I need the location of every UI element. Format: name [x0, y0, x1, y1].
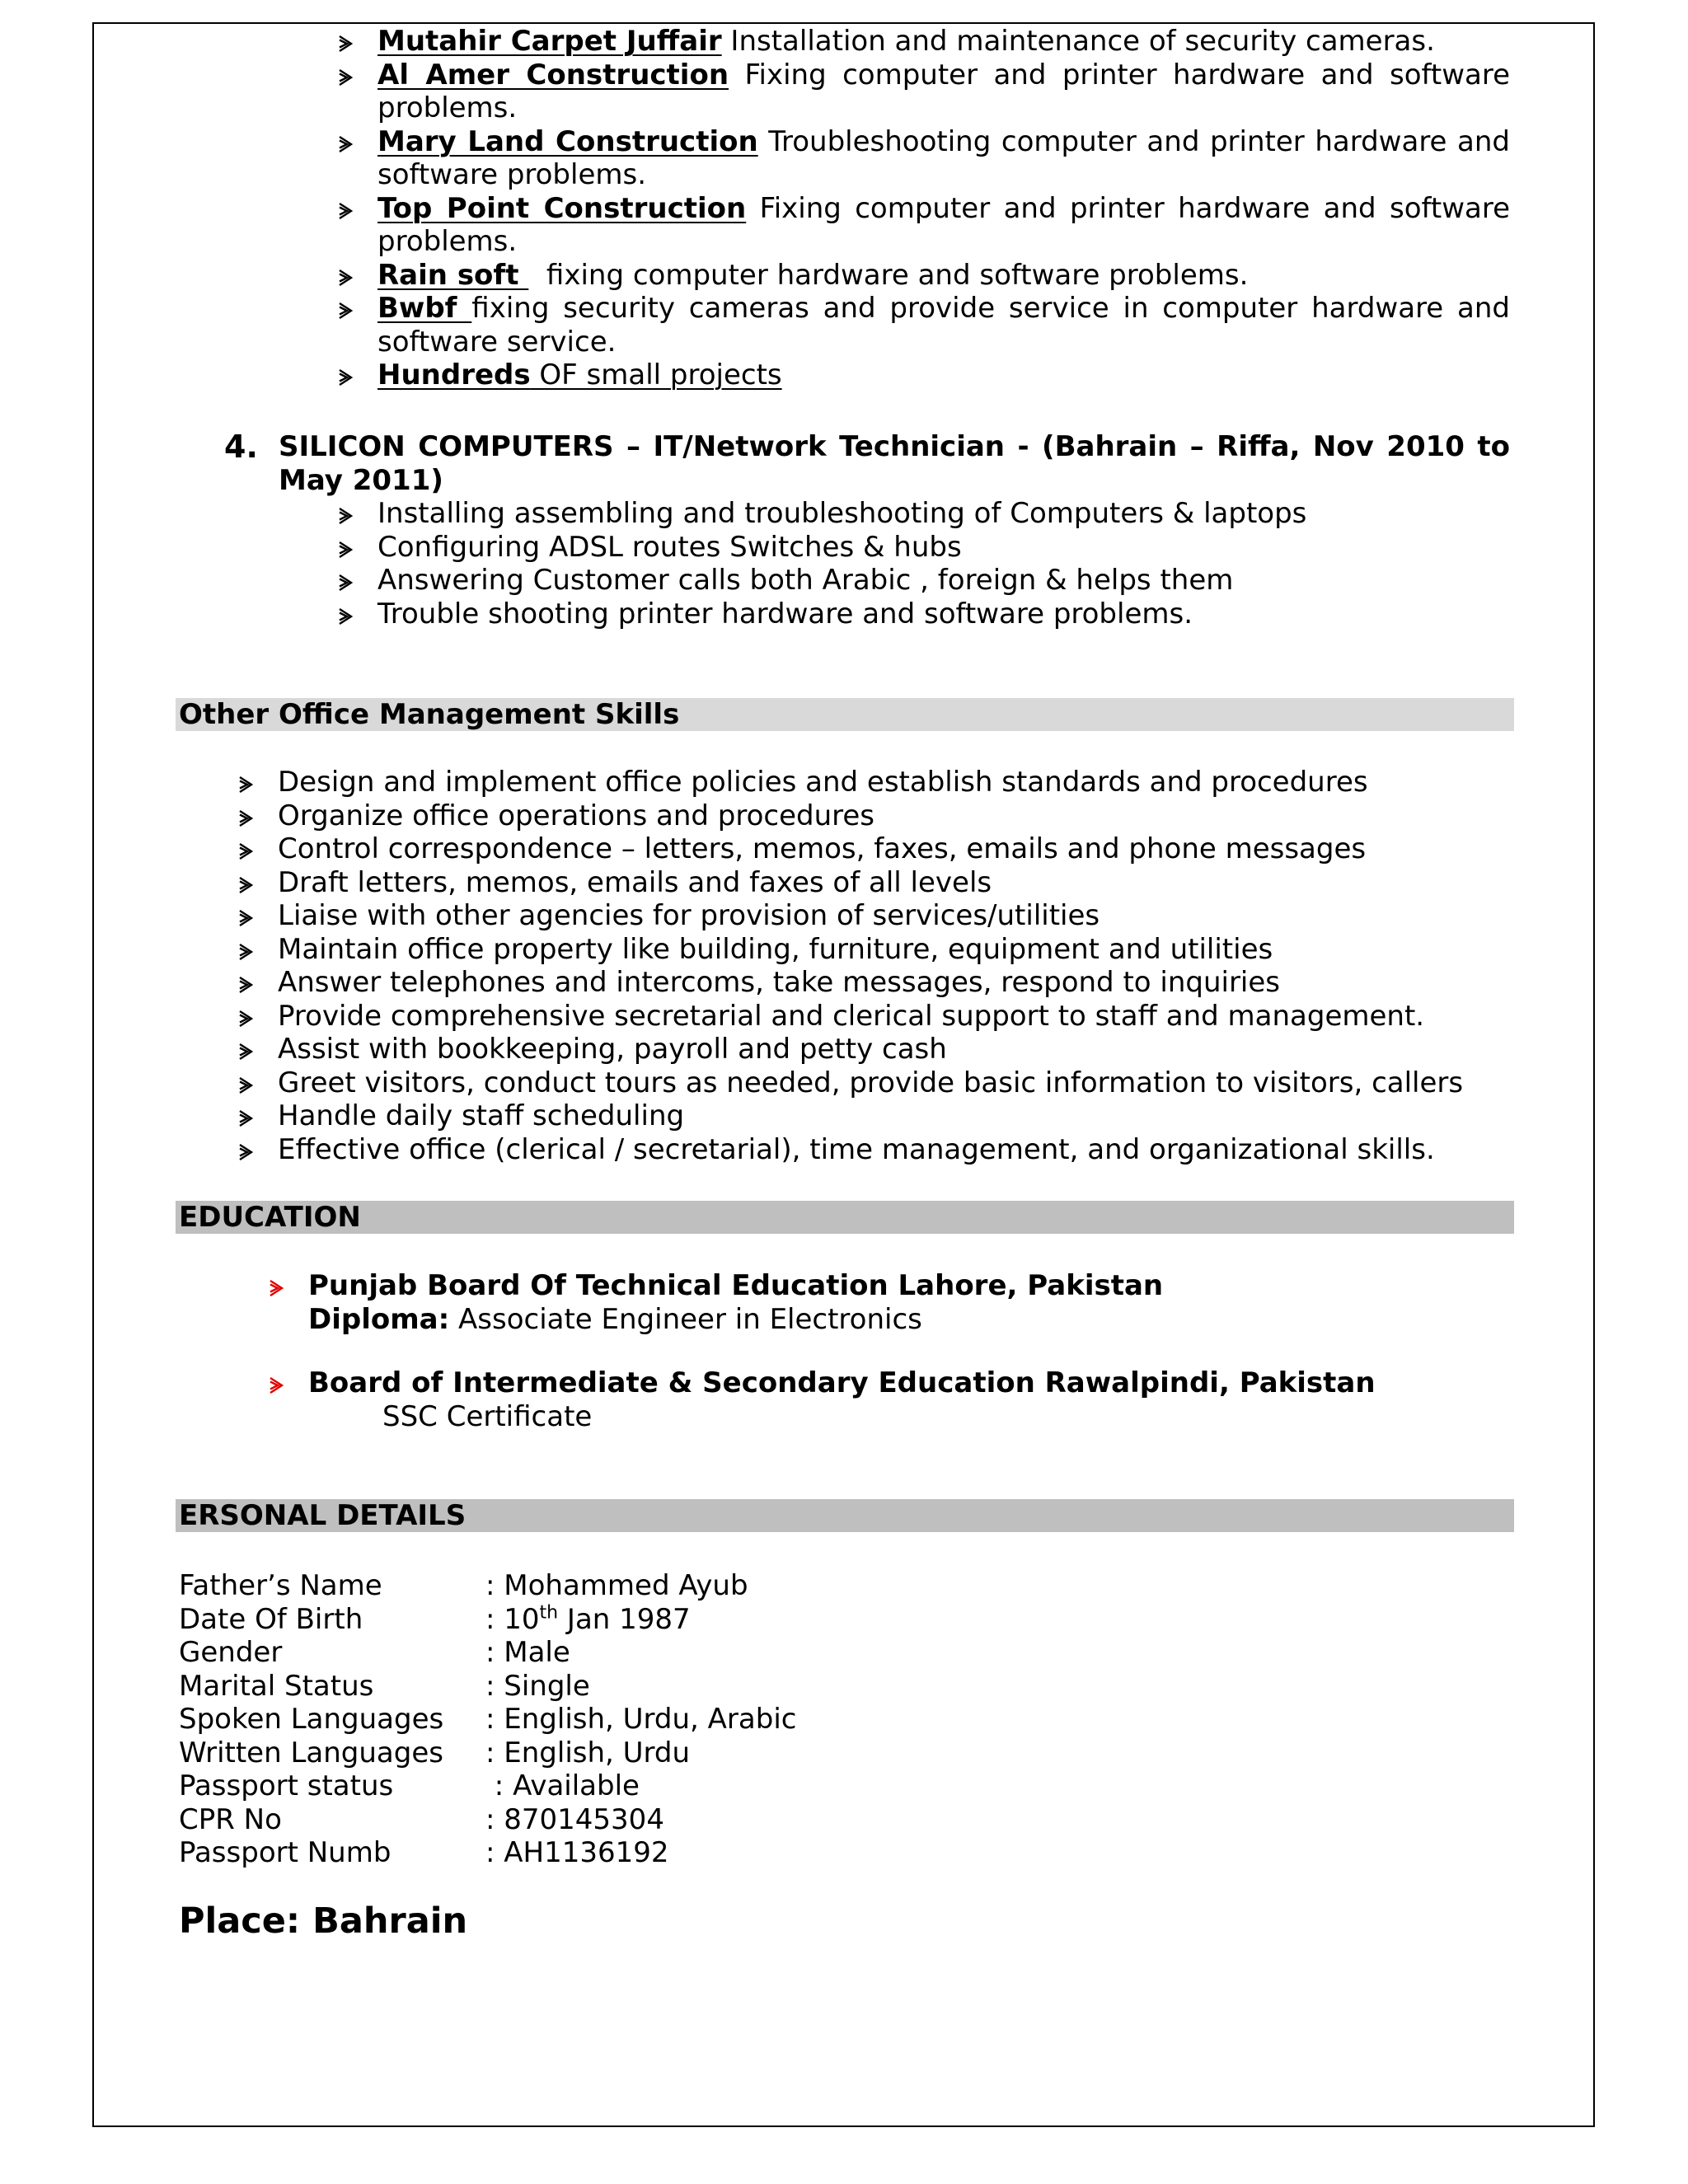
skill-text: Assist with bookkeeping, payroll and petty cash [278, 1033, 947, 1066]
detail-row [179, 1803, 796, 1837]
arrow-bullet-icon [238, 1066, 278, 1100]
list-item [278, 832, 1514, 866]
education-entry [308, 1269, 1163, 1336]
detail-row [179, 1670, 796, 1704]
duty-text: Trouble shooting printer hardware and software problems. [377, 597, 1193, 630]
project-desc: Installation and maintenance of security cameras. [721, 25, 1435, 58]
skill-text: Control correspondence – letters, memos, faxes, emails and phone messages [278, 832, 1367, 865]
arrow-bullet-icon [338, 531, 377, 565]
skill-text: Greet visitors, conduct tours as needed, provide basic information to visitors, callers [278, 1066, 1464, 1099]
project-name: Mutahir Carpet Juffair [377, 25, 722, 58]
detail-row [179, 1569, 796, 1603]
arrow-bullet-icon [269, 1366, 308, 1400]
list-item [377, 25, 1510, 59]
detail-value: : Male [485, 1636, 570, 1669]
list-item [278, 1033, 1514, 1066]
skill-text: Liaise with other agencies for provision of services/utilities [278, 899, 1100, 932]
arrow-bullet-icon [238, 1099, 278, 1133]
detail-row [179, 1836, 796, 1870]
list-item [278, 1133, 1514, 1167]
detail-row [179, 1603, 796, 1637]
project-name: Rain soft [377, 258, 529, 292]
skill-text: Provide comprehensive secretarial and clerical support to staff and management. [278, 999, 1425, 1033]
education-institution: Punjab Board Of Technical Education Lahore, Pakistan [308, 1269, 1164, 1302]
job-number: 4. [224, 429, 258, 465]
arrow-bullet-icon [269, 1269, 308, 1303]
education-label: Diploma: [308, 1302, 450, 1336]
list-item [377, 125, 1510, 192]
list-item [377, 531, 1510, 565]
list-item [278, 866, 1514, 900]
arrow-bullet-icon [338, 192, 377, 226]
arrow-bullet-icon [238, 832, 278, 866]
arrow-bullet-icon [238, 1133, 278, 1167]
arrow-bullet-icon [338, 359, 377, 392]
project-desc: fixing computer hardware and software problems. [528, 258, 1249, 292]
list-item [278, 1099, 1514, 1133]
arrow-bullet-icon [338, 25, 377, 59]
detail-label: Father’s Name [179, 1569, 382, 1602]
skill-text: Answer telephones and intercoms, take messages, respond to inquiries [278, 966, 1281, 999]
arrow-bullet-icon [338, 598, 377, 631]
section-heading-personal: ERSONAL DETAILS [176, 1499, 1514, 1532]
education-entry [308, 1366, 1376, 1433]
detail-value: : English, Urdu [485, 1736, 691, 1769]
list-item [278, 966, 1514, 1000]
detail-label: Passport status [179, 1769, 394, 1802]
list-item [377, 59, 1510, 125]
detail-row [179, 1636, 796, 1670]
list-item [377, 259, 1510, 293]
list-item [278, 1066, 1514, 1100]
arrow-bullet-icon [338, 125, 377, 159]
list-item [278, 766, 1514, 799]
project-desc: Fixing computer and printer hardware and software problems. [377, 58, 1510, 124]
arrow-bullet-icon [338, 292, 377, 326]
detail-value: : 870145304 [485, 1802, 664, 1836]
section-heading-education: EDUCATION [176, 1201, 1514, 1234]
project-desc: OF small projects [530, 359, 782, 391]
detail-row [179, 1736, 796, 1770]
detail-row [179, 1769, 796, 1803]
arrow-bullet-icon [238, 899, 278, 933]
detail-value: : Available [485, 1769, 640, 1802]
skill-text: Organize office operations and procedures [278, 799, 874, 832]
arrow-bullet-icon [238, 799, 278, 833]
detail-label: Date Of Birth [179, 1602, 363, 1636]
list-item [278, 899, 1514, 933]
detail-value: : AH1136192 [485, 1836, 669, 1869]
arrow-bullet-icon [338, 59, 377, 92]
education-detail: Associate Engineer in Electronics [449, 1302, 922, 1336]
place-line: Place: Bahrain [179, 1900, 468, 1942]
project-name: Mary Land Construction [377, 124, 758, 158]
project-desc: Fixing computer and printer hardware and software problems. [377, 191, 1511, 258]
detail-value: : Mohammed Ayub [485, 1569, 748, 1602]
skill-text: Design and implement office policies and establish standards and procedures [278, 766, 1368, 799]
detail-value: : Single [485, 1669, 590, 1703]
duty-text: Installing assembling and troubleshooting of Computers & laptops [377, 497, 1307, 530]
list-item [278, 799, 1514, 833]
list-item [377, 564, 1510, 598]
section-heading-skills: Other Office Management Skills [176, 698, 1514, 731]
project-name: Hundreds [377, 359, 531, 391]
arrow-bullet-icon [238, 766, 278, 799]
list-item [278, 933, 1514, 967]
arrow-bullet-icon [238, 933, 278, 967]
list-item [377, 497, 1510, 531]
detail-value: : 10th Jan 1987 [485, 1602, 691, 1636]
list-item [377, 192, 1510, 259]
skill-text: Handle daily staff scheduling [278, 1099, 685, 1132]
arrow-bullet-icon [338, 564, 377, 598]
arrow-bullet-icon [238, 866, 278, 900]
arrow-bullet-icon [238, 1033, 278, 1066]
detail-label: Spoken Languages [179, 1703, 444, 1736]
detail-label: Passport Numb [179, 1836, 392, 1869]
project-name: Al Amer Construction [377, 58, 729, 91]
project-name: Top Point Construction [377, 191, 747, 225]
duty-text: Configuring ADSL routes Switches & hubs [377, 530, 962, 564]
detail-label: CPR No [179, 1802, 282, 1836]
skill-text: Effective office (clerical / secretarial), time management, and organizational skills. [278, 1132, 1435, 1166]
education-institution: Board of Intermediate & Secondary Education Rawalpindi, Pakistan [308, 1366, 1376, 1399]
job-duty-list [377, 497, 1510, 630]
job-title: SILICON COMPUTERS – IT/Network Technician - (Bahrain – Riffa, Nov 2010 to May 2011) [279, 430, 1510, 497]
duty-text: Answering Customer calls both Arabic , foreign & helps them [377, 564, 1234, 597]
detail-value: : English, Urdu, Arabic [485, 1703, 797, 1736]
arrow-bullet-icon [338, 497, 377, 531]
arrow-bullet-icon [338, 259, 377, 293]
skill-text: Maintain office property like building, furniture, equipment and utilities [278, 932, 1273, 966]
skill-text: Draft letters, memos, emails and faxes of all levels [278, 865, 992, 899]
arrow-bullet-icon [238, 1000, 278, 1033]
list-item [377, 292, 1510, 359]
project-desc: fixing security cameras and provide service in computer hardware and software service. [377, 292, 1510, 359]
project-desc: Troubleshooting computer and printer hardware and software problems. [377, 124, 1511, 191]
project-list [377, 25, 1510, 392]
detail-label: Gender [179, 1636, 283, 1669]
skills-list [278, 766, 1514, 1166]
detail-label: Marital Status [179, 1669, 374, 1703]
personal-details [179, 1569, 796, 1870]
project-name: Bwbf [377, 292, 472, 325]
list-item [278, 1000, 1514, 1033]
education-detail: SSC Certificate [382, 1399, 593, 1433]
list-item [377, 359, 1510, 392]
list-item [377, 598, 1510, 631]
arrow-bullet-icon [238, 966, 278, 1000]
detail-row [179, 1703, 796, 1736]
detail-label: Written Languages [179, 1736, 443, 1769]
